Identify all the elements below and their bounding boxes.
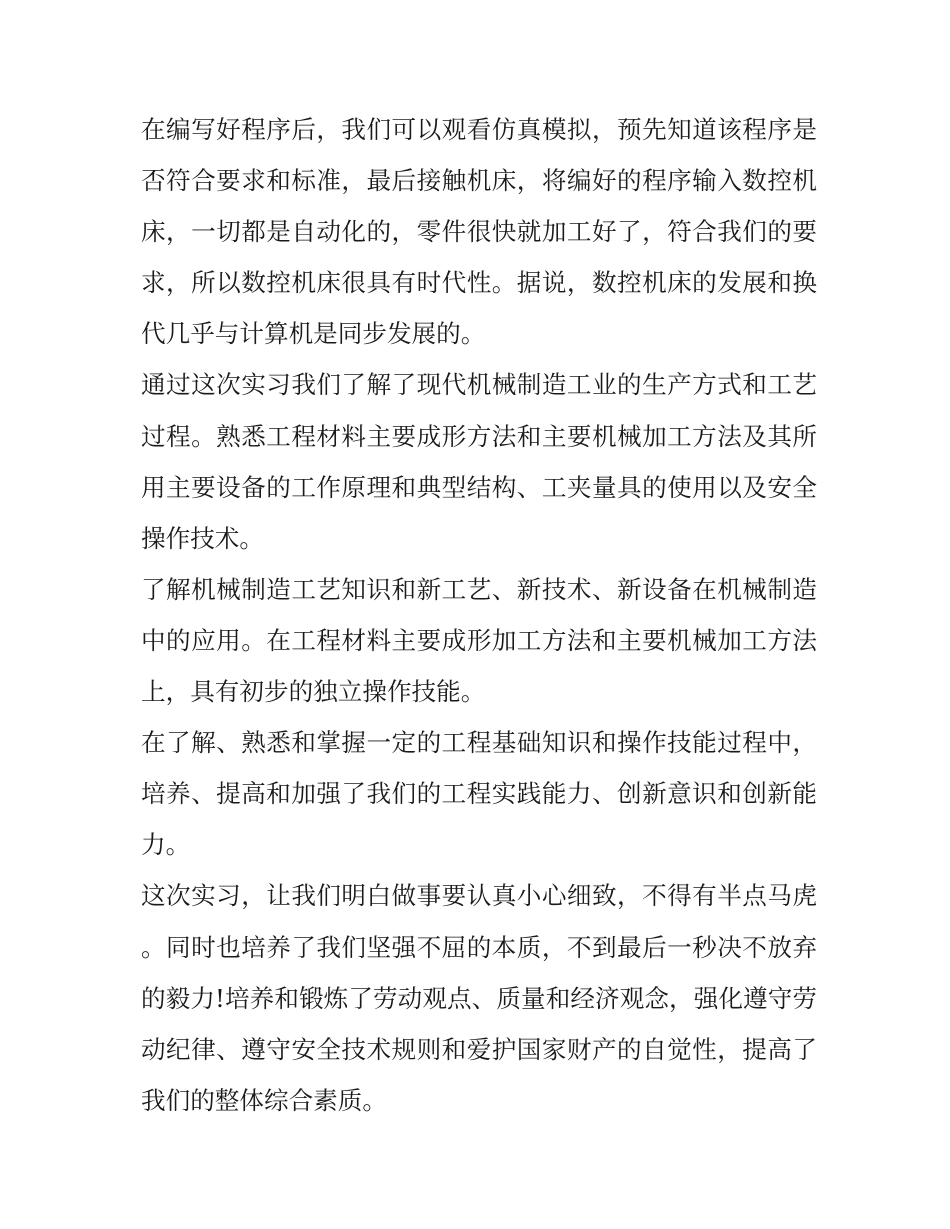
paragraph-engineering-skills: 在了解、熟悉和掌握一定的工程基础知识和操作技能过程中，培养、提高和加强了我们的工程实践能力、创新意识和创新能力。 <box>141 728 817 860</box>
document-body <box>141 104 817 1126</box>
paragraph-reflection: 这次实习，让我们明白做事要认真小心细致，不得有半点马虎。同时也培养了我们坚强不屈的本质，不到最后一秒决不放弃的毅力!培养和锻炼了劳动观点、质量和经济观念，强化遵守劳动纪律、遵守安全技术规则和爱护国家财产的自觉性，提高了我们的整体综合素质。 <box>141 881 817 1115</box>
paragraph-process-knowledge: 了解机械制造工艺知识和新工艺、新技术、新设备在机械制造中的应用。在工程材料主要成形加工方法和主要机械加工方法上，具有初步的独立操作技能。 <box>141 574 817 707</box>
paragraph-cnc-simulation: 在编写好程序后，我们可以观看仿真模拟，预先知道该程序是否符合要求和标准，最后接触机床，将编好的程序输入数控机床，一切都是自动化的，零件很快就加工好了，符合我们的要求，所以数控机床很具有时代性。据说，数控机床的发展和换代几乎与计算机是同步发展的。 <box>141 115 817 349</box>
paragraph-internship-overview: 通过这次实习我们了解了现代机械制造工业的生产方式和工艺过程。熟悉工程材料主要成形方法和主要机械加工方法及其所用主要设备的工作原理和典型结构、工夹量具的使用以及安全操作技术。 <box>141 370 817 553</box>
